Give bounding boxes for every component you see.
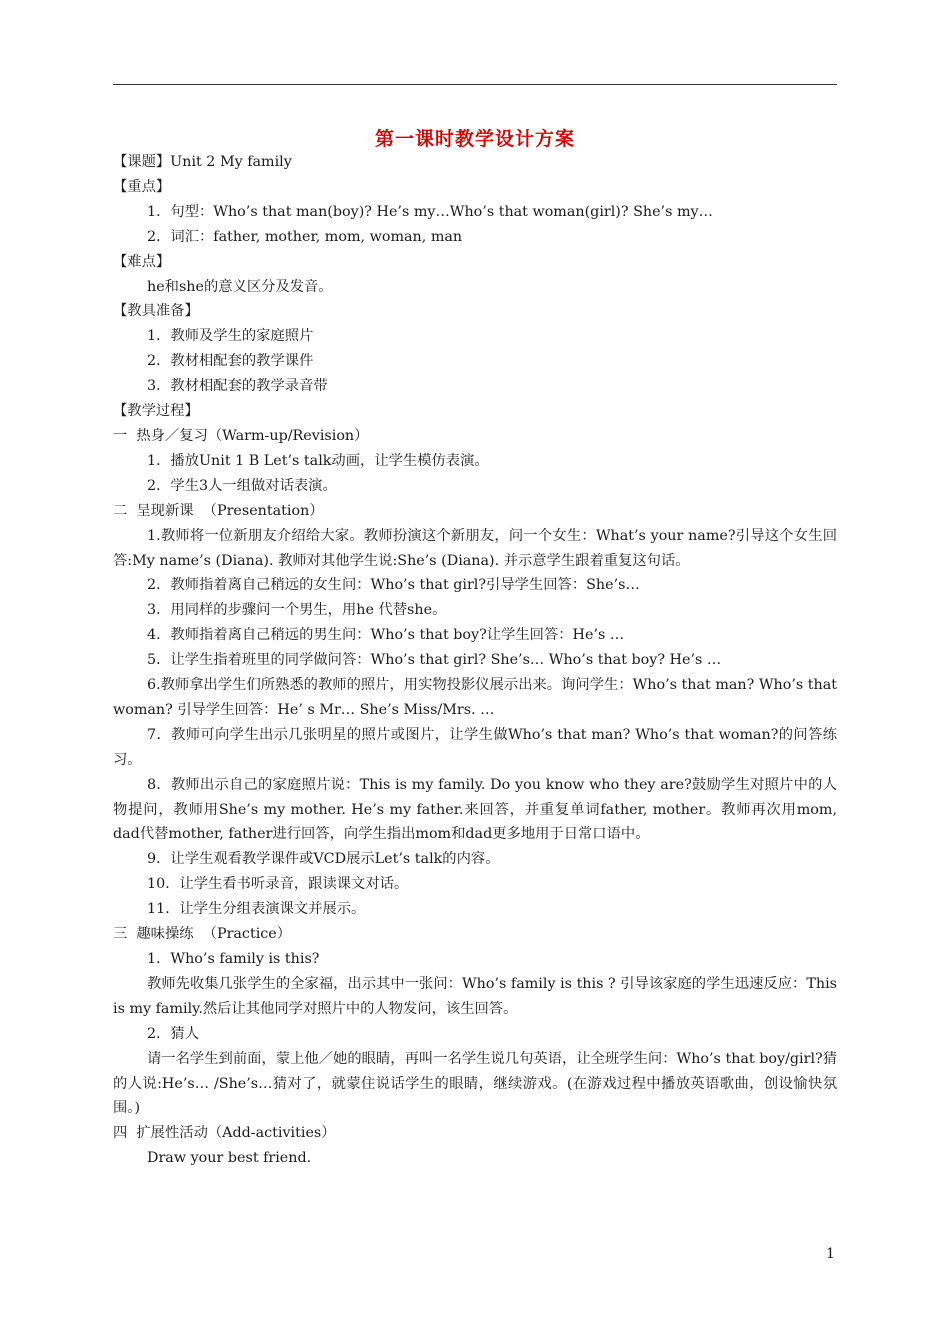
section-3-item-1: 1．Who’s family is this? [147,951,320,967]
document-body [113,150,837,1171]
difficulty-heading: 【难点】 [113,253,171,270]
section-3-heading: 三 趣味操练 （Practice） [113,926,292,943]
section-2-item-8: 8．教师出示自己的家庭照片说：This is my family. Do you know who they are?鼓励学生对照片中的人物提问，教师用She’s my mother. He’s my father.来回答，并重复单词father, mother。教师再次用mom, dad代替mother, father进行回答，向学生指出mom和dad更多地用于日常口语中。 [113,776,837,843]
section-2-heading: 二 呈现新课 （Presentation） [113,502,324,519]
section-3-item-2-body: 请一名学生到前面，蒙上他／她的眼睛，再叫一名学生说几句英语，让全班学生问：Who’s that boy/girl?猜的人说:He’s… /She’s…猜对了，就蒙住说话学生的眼睛，继续游戏。(在游戏过程中播放英语歌曲，创设愉快氛围。) [113,1050,837,1117]
materials-heading: 【教具准备】 [113,303,199,320]
section-4-heading: 四 扩展性活动（Add-activities） [113,1125,336,1142]
material-3: 3．教材相配套的教学录音带 [147,378,328,395]
section-2-item-5: 5．让学生指着班里的同学做问答：Who’s that girl? She’s… Who’s that boy? He’s … [147,652,722,669]
page-number: 1 [826,1246,835,1262]
key-points-heading: 【重点】 [113,178,171,195]
section-2-item-4: 4．教师指着离自己稍远的男生问：Who’s that boy?让学生回答：He’s … [147,627,625,644]
material-2: 2．教材相配套的教学课件 [147,353,314,370]
section-2-item-3: 3．用同样的步骤问一个男生，用he 代替she。 [147,602,447,619]
section-2-item-1: 1.教师将一位新朋友介绍给大家。教师扮演这个新朋友，问一个女生：What’s your name?引导这个女生回答:My name’s (Diana). 教师对其他学生说:She’s (Diana). 并示意学生跟着重复这句话。 [113,527,837,569]
page-title: 第一课时教学设计方案 [374,128,575,150]
section-2-item-11: 11．让学生分组表演课文并展示。 [147,901,366,918]
section-2-item-6: 6.教师拿出学生们所熟悉的教师的照片，用实物投影仪展示出来。询问学生：Who’s that man? Who’s that woman? 引导学生回答：He’ s Mr… She’s Miss/Mrs. … [113,677,837,718]
section-2-item-9: 9．让学生观看教学课件或VCD展示Let’s talk的内容。 [147,851,500,868]
section-1-item-2: 2．学生3人一组做对话表演。 [147,477,337,494]
process-heading: 【教学过程】 [113,403,199,420]
key-point-1: 1．句型：Who’s that man(boy)? He’s my…Who’s that woman(girl)? She’s my… [147,203,713,220]
section-3-item-1-body: 教师先收集几张学生的全家福，出示其中一张问：Who’s family is this ? 引导该家庭的学生迅速反应：This is my family.然后让其他同学对照片中的人物发问，该生回答。 [113,975,837,1017]
key-point-2: 2．词汇：father, mother, mom, woman, man [147,228,463,245]
section-2-item-2: 2．教师指着离自己稍远的女生问：Who’s that girl?引导学生回答：She’s… [147,577,640,594]
section-1-item-1: 1．播放Unit 1 B Let’s talk动画，让学生模仿表演。 [147,452,489,469]
topic-line: 【课题】Unit 2 My family [113,154,292,170]
section-2-item-10: 10．让学生看书听录音，跟读课文对话。 [147,876,409,893]
section-2-item-7: 7．教师可向学生出示几张明星的照片或图片，让学生做Who’s that man? Who’s that woman?的问答练习。 [113,726,837,768]
section-1-heading: 一 热身／复习（Warm-up/Revision） [113,427,369,444]
difficulty-1: he和she的意义区分及发音。 [147,278,333,295]
header-rule [113,84,837,85]
section-3-item-2: 2．猜人 [147,1025,199,1042]
section-4-item-1: Draw your best friend. [147,1150,312,1167]
material-1: 1．教师及学生的家庭照片 [147,328,314,345]
